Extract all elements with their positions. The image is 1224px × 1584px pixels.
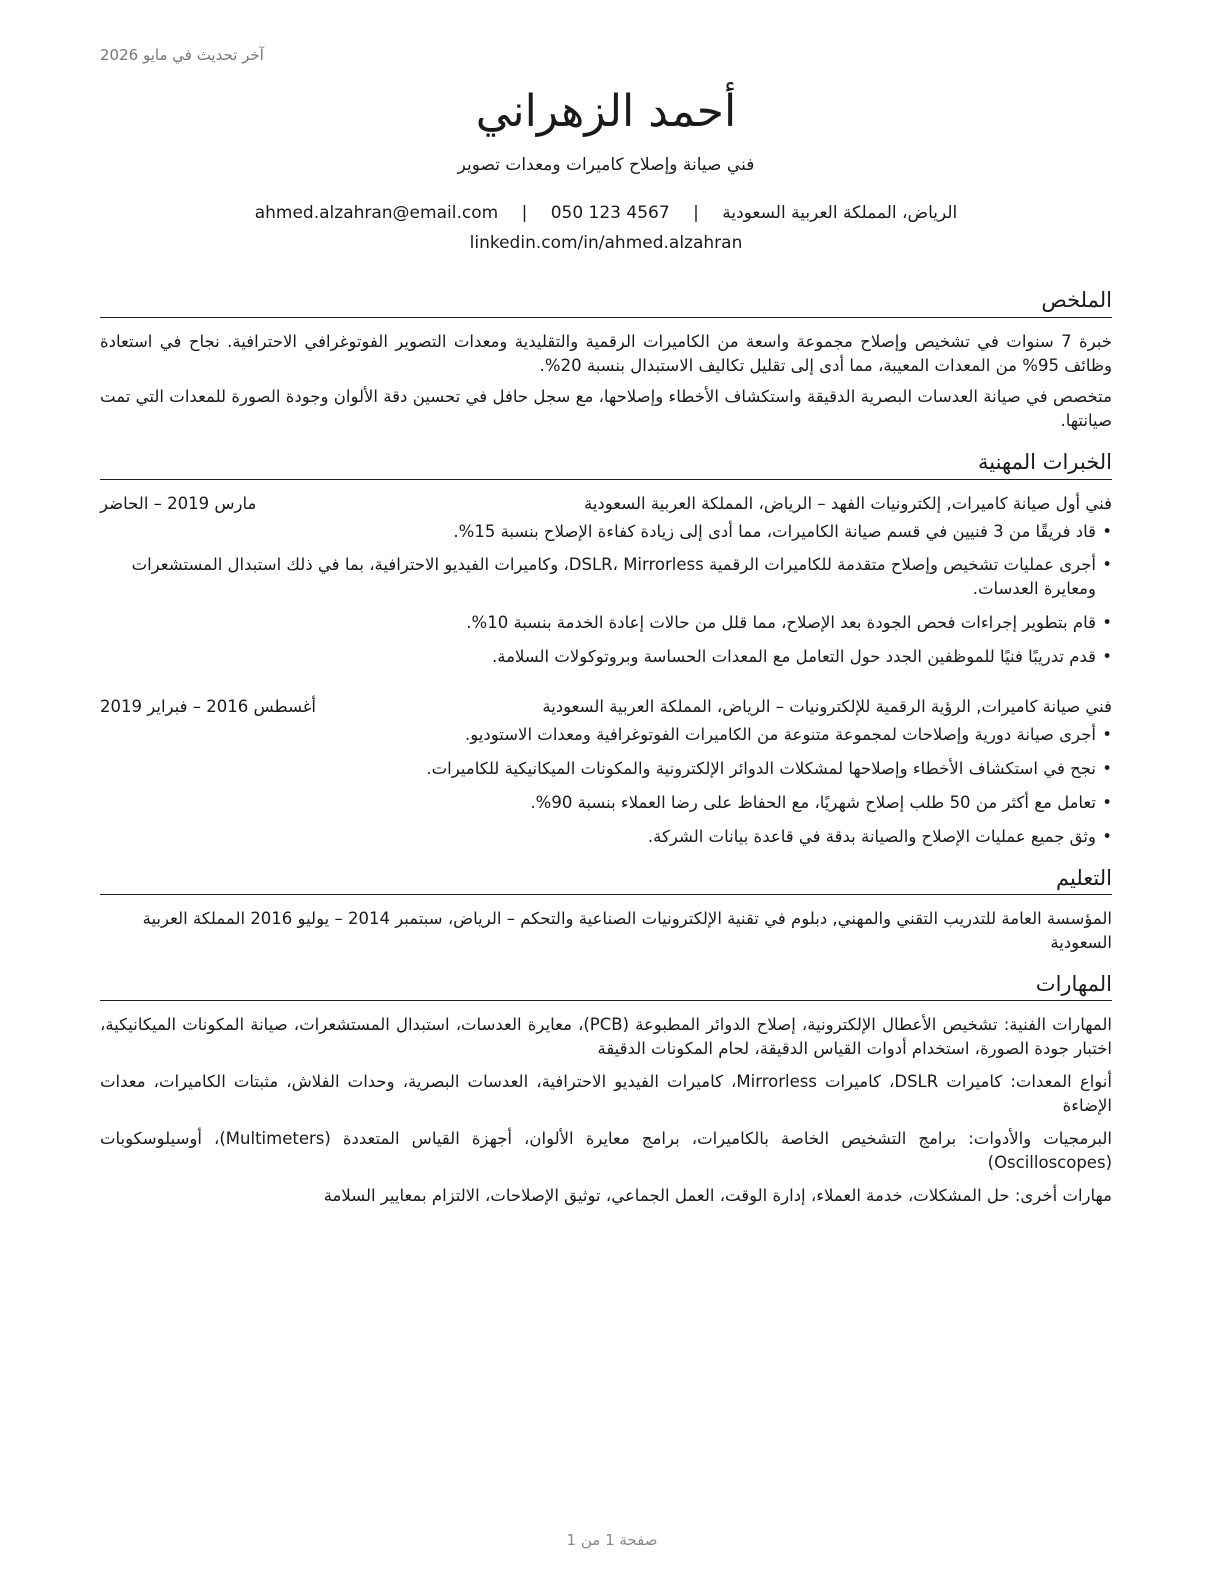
job-dates: أغسطس 2016 – فبراير 2019 — [100, 697, 316, 717]
job-header — [100, 492, 1112, 516]
skills-item: مهارات أخرى: حل المشكلات، خدمة العملاء، إدارة الوقت، العمل الجماعي، توثيق الإصلاحات، الالتزام بمعايير السلامة — [323, 1185, 1112, 1205]
contact-email[interactable]: ahmed.alzahran@email.com — [254, 203, 499, 224]
job-heading: فني صيانة كاميرات, الرؤية الرقمية للإلكترونيات – الرياض، المملكة العربية السعودية — [542, 697, 1112, 717]
page-number: صفحة 1 من 1 — [566, 1531, 658, 1549]
contact-line — [100, 203, 1112, 223]
contact-phone: 050 123 4567 — [550, 203, 670, 224]
list-item: • قدم تدريبًا فنيًا للموظفين الجدد حول التعامل مع المعدات الحساسة وبروتوكولات السلامة. — [492, 647, 1112, 667]
contact-linkedin[interactable]: linkedin.com/in/ahmed.alzahran — [469, 233, 743, 254]
section-title-summary: الملخص — [100, 287, 1112, 317]
skills-item: المهارات الفنية: تشخيص الأعطال الإلكترونية، إصلاح الدوائر المطبوعة (PCB)، معايرة العدسات، استبدال المستشعرات، صيانة المكونات الميكانيكية، اختبار جودة الصورة، استخدام أدوات القياس الدقيقة، لحام المكونات الدقيقة — [100, 1015, 1112, 1058]
skills-item: البرمجيات والأدوات: برامج التشخيص الخاصة بالكاميرات، برامج معايرة الألوان، أجهزة القياس المتعددة (Multimeters)، أوسيلوسكوبات (Oscilloscopes) — [100, 1128, 1112, 1172]
section-title-experience: الخبرات المهنية — [100, 449, 1112, 479]
summary-paragraph: متخصص في صيانة العدسات البصرية الدقيقة واستكشاف الأخطاء وإصلاحها، مع سجل حافل في تحسين دقة الألوان وجودة الصورة للمعدات التي تمت صيانتها. — [100, 387, 1112, 431]
list-item: • وثق جميع عمليات الإصلاح والصيانة بدقة في قاعدة بيانات الشركة. — [647, 826, 1112, 846]
list-item: • قام بتطوير إجراءات فحص الجودة بعد الإصلاح، مما قلل من حالات إعادة الخدمة بنسبة 10%. — [466, 613, 1112, 633]
separator: | — [693, 203, 699, 224]
education-entry: المؤسسة العامة للتدريب التقني والمهني, دبلوم في تقنية الإلكترونيات الصناعية والتحكم – الرياض، سبتمبر 2014 – يوليو 2016 المملكة العربية السعودية — [142, 908, 1112, 952]
summary-paragraph: خبرة 7 سنوات في تشخيص وإصلاح مجموعة واسعة من الكاميرات الرقمية والتقليدية ومعدات التصوير الفوتوغرافي الاحترافية. نجاح في استعادة وظائف 95% من المعدات المعيبة، مما أدى إلى تقليل تكاليف الاستبدال بنسبة 20%. — [100, 331, 1112, 375]
list-item: • أجرى صيانة دورية وإصلاحات لمجموعة متنوعة من الكاميرات الفوتوغرافية ومعدات الاستوديو. — [465, 725, 1112, 745]
section-title-education: التعليم — [100, 865, 1112, 895]
job-dates: مارس 2019 – الحاضر — [100, 493, 257, 513]
job-heading: فني أول صيانة كاميرات, إلكترونيات الفهد – الرياض، المملكة العربية السعودية — [583, 493, 1112, 513]
skills-item: أنواع المعدات: كاميرات DSLR، كاميرات Mirrorless، كاميرات الفيديو الاحترافية، العدسات البصرية، وحدات الفلاش، مثبتات الكاميرات، معدات الإضاءة — [100, 1071, 1112, 1115]
job-bullets — [100, 520, 1112, 670]
resume-body — [100, 82, 1112, 1217]
separator: | — [521, 203, 528, 224]
section-title-skills: المهارات — [100, 971, 1112, 1001]
list-item: • نجح في استكشاف الأخطاء وإصلاحها لمشكلات الدوائر الإلكترونية والمكونات الميكانيكية للكاميرات. — [426, 758, 1112, 778]
list-item: • تعامل مع أكثر من 50 طلب إصلاح شهريًا، مع الحفاظ على رضا العملاء بنسبة 90%. — [530, 792, 1112, 812]
list-item: • قاد فريقًا من 3 فنيين في قسم صيانة الكاميرات، مما أدى إلى زيادة كفاءة الإصلاح بنسبة 15%. — [453, 521, 1112, 541]
list-item: • أجرى عمليات تشخيص وإصلاح متقدمة للكاميرات الرقمية DSLR، Mirrorless، وكاميرات الفيديو الاحترافية، بما في ذلك استبدال المستشعرات ومعايرة العدسات. — [131, 555, 1112, 599]
job-header — [100, 695, 1112, 719]
contact-location: الرياض، المملكة العربية السعودية — [722, 203, 958, 224]
job-title: فني صيانة وإصلاح كاميرات ومعدات تصوير — [457, 155, 755, 176]
job-bullets — [100, 723, 1112, 849]
candidate-name: أحمد الزهراني — [475, 86, 737, 137]
last-updated: آخر تحديث في مايو 2026 — [100, 46, 264, 64]
